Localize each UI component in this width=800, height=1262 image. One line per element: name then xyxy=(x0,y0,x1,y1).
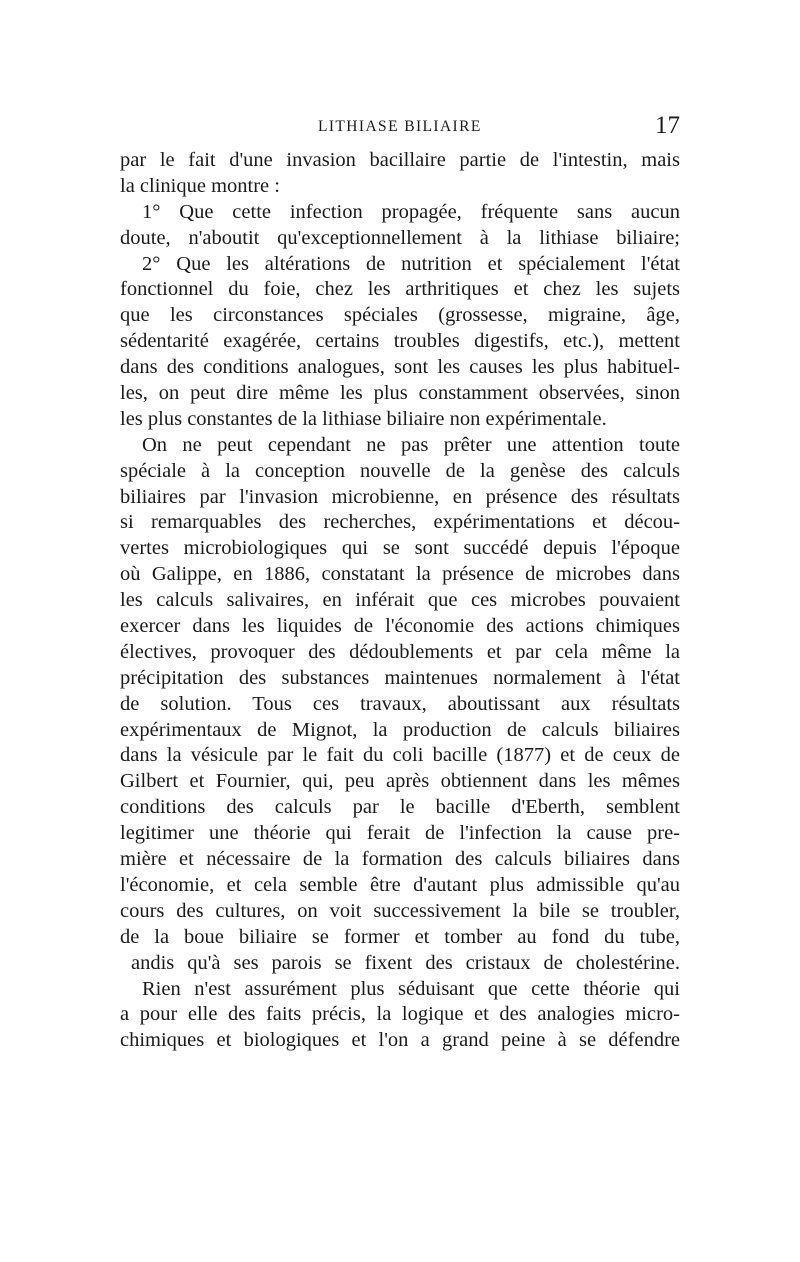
text-line: par le fait d'une invasion bacillaire partie de l'intestin, mais xyxy=(120,149,680,171)
text-line: de la boue biliaire se former et tomber au fond du tube, xyxy=(120,925,680,948)
text-line: spéciale à la conception nouvelle de la genèse des calculs xyxy=(120,459,680,482)
text-line: biliaires par l'invasion microbienne, en présence des résultats xyxy=(120,485,680,508)
text-line: les calculs salivaires, en inférait que ces microbes pouvaient xyxy=(120,589,680,612)
running-title: LITHIASE BILIAIRE xyxy=(318,118,482,135)
text-line: électives, provoquer des dédoublements et par cela même la xyxy=(120,640,680,663)
body-text xyxy=(120,148,680,1054)
text-line: où Galippe, en 1886, constatant la présence de microbes dans xyxy=(120,563,680,586)
page-number: 17 xyxy=(655,112,680,139)
text-line: la clinique montre : xyxy=(120,174,280,197)
text-line: dans des conditions analogues, sont les causes les plus habituel- xyxy=(120,356,680,379)
text-line: de solution. Tous ces travaux, aboutissant aux résultats xyxy=(120,692,680,715)
text-line: Gilbert et Fournier, qui, peu après obtiennent dans les mêmes xyxy=(120,770,680,793)
text-line: andis qu'à ses parois se fixent des cristaux de cholestérine. xyxy=(131,951,680,974)
text-line: si remarquables des recherches, expérimentations et décou- xyxy=(120,511,680,534)
text-line: mière et nécessaire de la formation des calculs biliaires dans xyxy=(120,848,680,871)
text-line: fonctionnel du foie, chez les arthritiques et chez les sujets xyxy=(120,278,680,301)
text-line: que les circonstances spéciales (grossesse, migraine, âge, xyxy=(120,304,680,327)
text-line: doute, n'aboutit qu'exceptionnellement à la lithiase biliaire; xyxy=(120,226,680,249)
text-line: 1° Que cette infection propagée, fréquente sans aucun xyxy=(142,200,680,223)
text-line: cours des cultures, on voit successivement la bile se troubler, xyxy=(120,899,680,922)
text-line: vertes microbiologiques qui se sont succédé depuis l'époque xyxy=(120,537,680,560)
text-line: les plus constantes de la lithiase biliaire non expérimentale. xyxy=(120,407,607,430)
text-line: dans la vésicule par le fait du coli bacille (1877) et de ceux de xyxy=(120,744,680,767)
text-line: exercer dans les liquides de l'économie des actions chimiques xyxy=(120,615,680,638)
text-line: conditions des calculs par le bacille d'Eberth, semblent xyxy=(120,796,680,819)
text-line: Rien n'est assurément plus séduisant que cette théorie qui xyxy=(142,977,680,1000)
text-line: chimiques et biologiques et l'on a grand peine à se défendre xyxy=(120,1029,680,1052)
text-line: précipitation des substances maintenues normalement à l'état xyxy=(120,666,680,689)
text-line: expérimentaux de Mignot, la production de calculs biliaires xyxy=(120,718,680,741)
text-line: a pour elle des faits précis, la logique et des analogies micro- xyxy=(120,1003,680,1026)
running-head xyxy=(0,112,800,142)
text-line: legitimer une théorie qui ferait de l'infection la cause pre- xyxy=(120,822,680,845)
text-line: 2° Que les altérations de nutrition et spécialement l'état xyxy=(142,252,680,275)
text-line: l'économie, et cela semble être d'autant plus admissible qu'au xyxy=(120,873,680,896)
text-line: sédentarité exagérée, certains troubles digestifs, etc.), mettent xyxy=(120,330,680,353)
text-line: les, on peut dire même les plus constamment observées, sinon xyxy=(120,382,680,405)
text-line: On ne peut cependant ne pas prêter une attention toute xyxy=(142,433,680,456)
